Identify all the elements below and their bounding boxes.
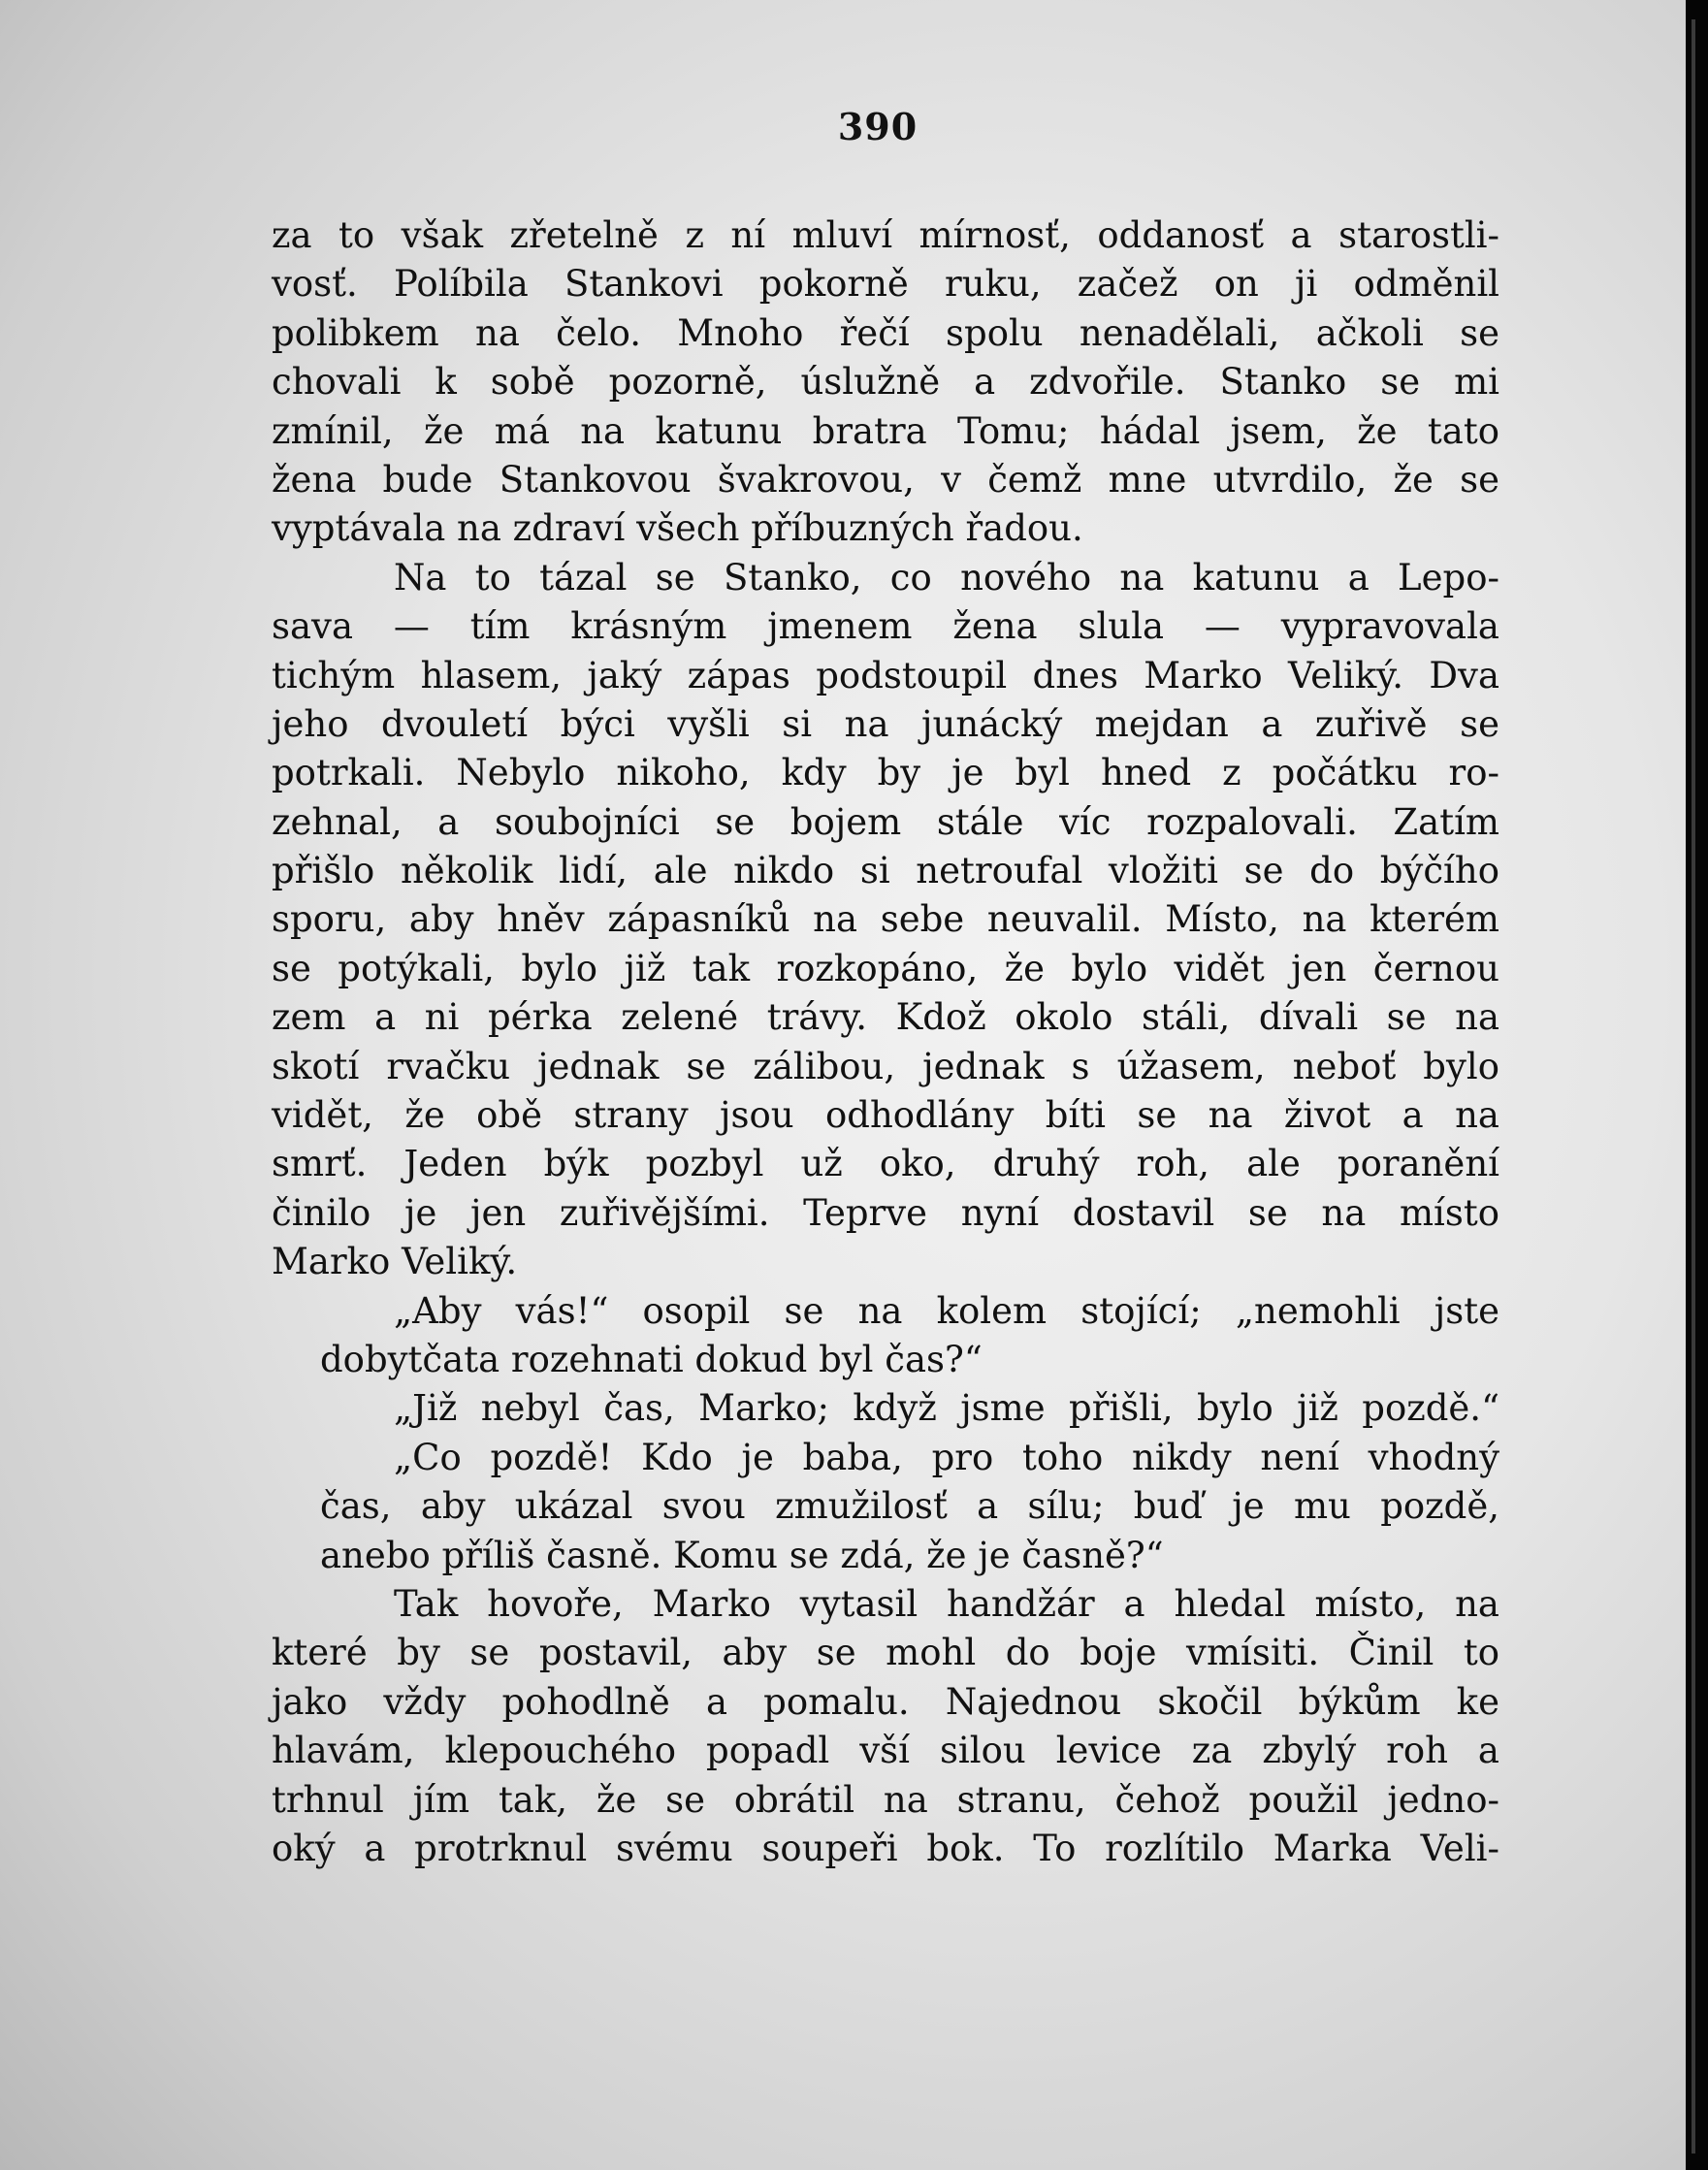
text-line: zmínil, že má na katunu bratra Tomu; hádal jsem, že tato — [272, 409, 1499, 452]
page-number: 390 — [837, 105, 918, 148]
text-line: jako vždy pohodlně a pomalu. Najednou skočil býkům ke — [272, 1680, 1499, 1723]
text-line: vidět, že obě strany jsou odhodlány bíti se na život a na — [272, 1094, 1499, 1137]
text-line: smrť. Jeden býk pozbyl už oko, druhý roh, ale poranění — [272, 1143, 1499, 1185]
text-line: žena bude Stankovou švakrovou, v čemž mne utvrdilo, že se — [272, 458, 1499, 501]
text-line: zem a ni pérka zelené trávy. Kdož okolo stáli, dívali se na — [272, 996, 1499, 1039]
text-line: potrkali. Nebylo nikoho, kdy by je byl hned z počátku ro- — [272, 752, 1499, 794]
text-line: vyptávala na zdraví všech příbuzných řadou. — [272, 507, 1083, 550]
text-line: oký a protrknul svému soupeři bok. To rozlítilo Marka Veli- — [272, 1827, 1499, 1869]
text-line: trhnul jím tak, že se obrátil na stranu, čehož použil jedno- — [272, 1778, 1499, 1821]
text-line: „Aby vás!“ osopil se na kolem stojící; „nemohli jste — [394, 1289, 1499, 1332]
text-line: čas, aby ukázal svou zmužilosť a sílu; buď je mu pozdě, — [320, 1485, 1499, 1528]
text-line: sporu, aby hněv zápasníků na sebe neuvalil. Místo, na kterém — [272, 898, 1499, 941]
text-line: „Co pozdě! Kdo je baba, pro toho nikdy není vhodný — [394, 1436, 1499, 1478]
text-line: hlavám, klepouchého popadl vší silou levice za zbylý roh a — [272, 1730, 1499, 1772]
text-line: přišlo několik lidí, ale nikdo si netroufal vložiti se do býčího — [272, 850, 1499, 892]
text-line: které by se postavil, aby se mohl do boje vmísiti. Činil to — [272, 1632, 1499, 1674]
text-line: polibkem na čelo. Mnoho řečí spolu nenadělali, ačkoli se — [272, 311, 1499, 354]
text-line: činilo je jen zuřivějšími. Teprve nyní dostavil se na místo — [272, 1191, 1499, 1234]
text-line: Na to tázal se Stanko, co nového na katunu a Lepo- — [394, 556, 1499, 599]
body-text — [272, 211, 1499, 1873]
text-line: se potýkali, bylo již tak rozkopáno, že bylo vidět jen černou — [272, 947, 1499, 989]
text-line: anebo příliš časně. Komu se zdá, že je časně?“ — [320, 1534, 1164, 1576]
text-line: Marko Veliký. — [272, 1241, 518, 1283]
text-line: dobytčata rozehnati dokud byl čas?“ — [320, 1338, 983, 1380]
scan-border — [1686, 0, 1708, 2170]
text-line: vosť. Políbila Stankovi pokorně ruku, začež on ji odměnil — [272, 263, 1499, 306]
text-line: „Již nebyl čas, Marko; když jsme přišli, bylo již pozdě.“ — [394, 1387, 1499, 1430]
text-line: jeho dvouletí býci vyšli si na junácký mejdan a zuřivě se — [272, 702, 1499, 745]
page-edge-line — [1692, 19, 1695, 2154]
text-line: zehnal, a soubojníci se bojem stále víc rozpalovali. Zatím — [272, 800, 1499, 843]
text-line: chovali k sobě pozorně, úslužně a zdvořile. Stanko se mi — [272, 361, 1499, 404]
text-line: za to však zřetelně z ní mluví mírnosť, oddanosť a starostli- — [272, 214, 1499, 256]
text-line: Tak hovoře, Marko vytasil handžár a hledal místo, na — [394, 1582, 1499, 1625]
text-line: sava — tím krásným jmenem žena slula — vypravovala — [272, 605, 1499, 648]
text-line: skotí rvačku jednak se zálibou, jednak s úžasem, neboť bylo — [272, 1045, 1499, 1087]
text-line: tichým hlasem, jaký zápas podstoupil dnes Marko Veliký. Dva — [272, 654, 1499, 696]
